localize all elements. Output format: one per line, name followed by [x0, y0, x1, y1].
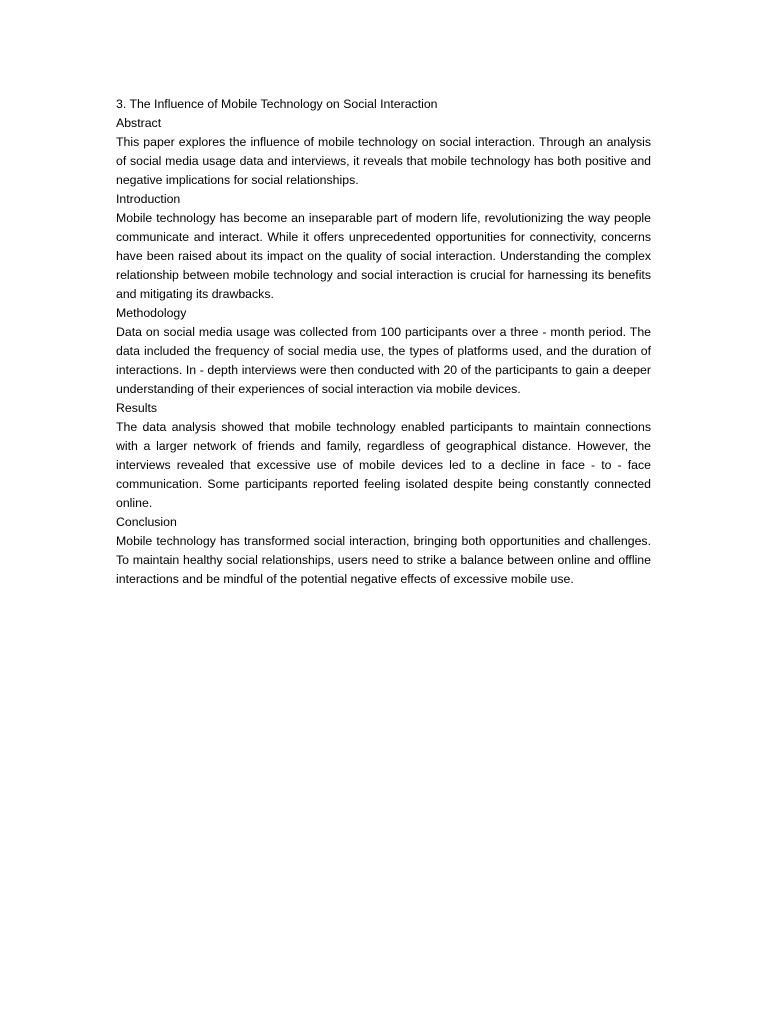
section-body-introduction: Mobile technology has become an inseparable part of modern life, revolutionizing the way people communicate and interact. While it offers unprecedented opportunities for connectivity, concerns have been raised about its impact on the quality of social interaction. Understanding the complex relationship between mobile technology and social interaction is crucial for harnessing its benefits and mitigating its drawbacks.	[116, 211, 651, 301]
document-title: 3. The Influence of Mobile Technology on Social Interaction	[116, 97, 438, 111]
section-heading-methodology: Methodology	[116, 306, 187, 320]
section-heading-results: Results	[116, 401, 158, 415]
section-body-methodology: Data on social media usage was collected from 100 participants over a three - month period. The data included the frequency of social media use, the types of platforms used, and the duration of interactions. In - depth interviews were then conducted with 20 of the participants to gain a deeper understanding of their experiences of social interaction via mobile devices.	[116, 325, 651, 396]
document-page	[116, 95, 651, 589]
section-body-results: The data analysis showed that mobile technology enabled participants to maintain connections with a larger network of friends and family, regardless of geographical distance. However, the interviews revealed that excessive use of mobile devices led to a decline in face - to - face communication. Some participants reported feeling isolated despite being constantly connected online.	[116, 420, 651, 510]
section-body-conclusion: Mobile technology has transformed social interaction, bringing both opportunities and challenges. To maintain healthy social relationships, users need to strike a balance between online and offline interactions and be mindful of the potential negative effects of excessive mobile use.	[116, 534, 651, 586]
section-heading-conclusion: Conclusion	[116, 515, 177, 529]
section-heading-introduction: Introduction	[116, 192, 181, 206]
section-body-abstract: This paper explores the influence of mobile technology on social interaction. Through an analysis of social media usage data and interviews, it reveals that mobile technology has both positive and negative implications for social relationships.	[116, 135, 651, 187]
section-heading-abstract: Abstract	[116, 116, 162, 130]
